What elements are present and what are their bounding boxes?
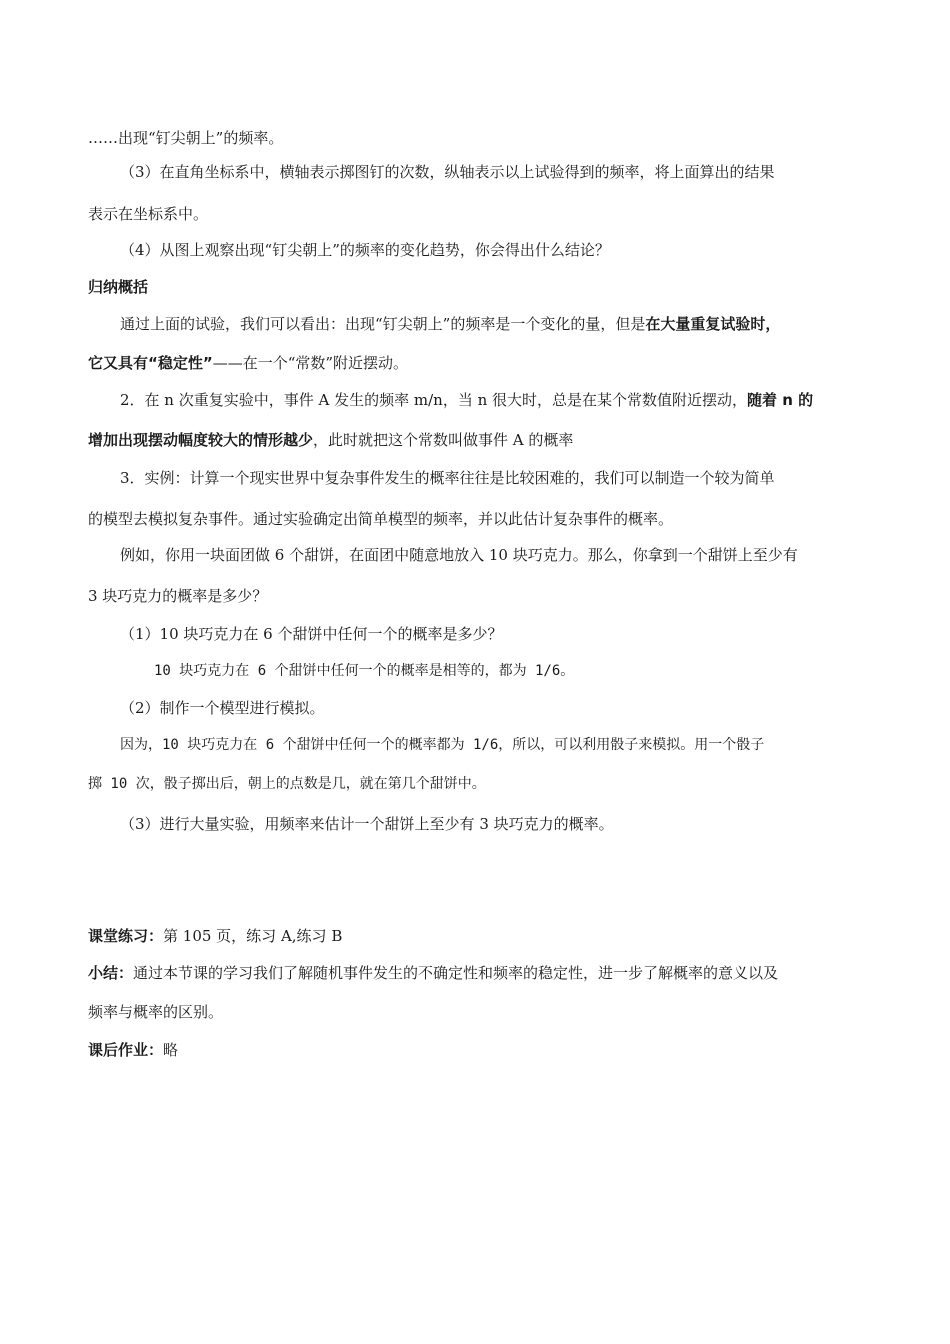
paragraph-stability-continuation — [88, 353, 408, 373]
point-2-line — [120, 390, 813, 410]
example-line: 例如，你用一块面团做 6 个甜饼，在面团中随意地放入 10 块巧克力。那么，你拿到一个甜饼上至少有 — [120, 546, 798, 564]
answer-2-line: 因为，10 块巧克力在 6 个甜饼中任何一个的概率都为 1/6，所以，可以利用骰子来模拟。用一个骰子 — [120, 737, 765, 753]
answer-1-line: 10 块巧克力在 6 个甜饼中任何一个的概率是相等的，都为 1/6。 — [154, 663, 575, 679]
homework-line — [88, 1040, 178, 1060]
paragraph-line: ……出现“钉尖朝上”的频率。 — [88, 129, 284, 147]
section-heading-summary: 归纳概括 — [88, 278, 149, 296]
paragraph-text: 2．在 n 次重复实验中，事件 A 发生的频率 m/n，当 n 很大时，总是在某个常数值附近摆动， — [120, 391, 748, 409]
practice-heading: 课堂练习： — [88, 927, 164, 945]
paragraph-text: ，此时就把这个常数叫做事件 A 的概率 — [313, 431, 574, 449]
point-2-continuation — [88, 430, 573, 450]
practice-line — [88, 926, 342, 946]
step-3-continuation: 表示在坐标系中。 — [88, 205, 209, 223]
point-3-line: 3．实例：计算一个现实世界中复杂事件发生的概率往往是比较困难的，我们可以制造一个较为简单 — [120, 469, 775, 487]
step-4-line: （4）从图上观察出现“钉尖朝上”的频率的变化趋势，你会得出什么结论？ — [120, 241, 610, 259]
summary-line — [88, 963, 778, 983]
paragraph-text: 通过上面的试验，我们可以看出：出现“钉尖朝上”的频率是一个变化的量，但是 — [120, 315, 646, 333]
question-2-line: （2）制作一个模型进行模拟。 — [120, 699, 325, 717]
emphasis-text: 随着 n 的 — [747, 391, 814, 409]
practice-text: 第 105 页，练习 A,练习 B — [163, 927, 343, 945]
step-3-line: （3）在直角坐标系中，横轴表示掷图钉的次数，纵轴表示以上试验得到的频率，将上面算出的结果 — [120, 163, 775, 181]
example-continuation: 3 块巧克力的概率是多少？ — [88, 587, 268, 605]
paragraph-stability — [120, 314, 780, 334]
emphasis-text: 在大量重复试验时， — [645, 315, 781, 333]
summary-continuation: 频率与概率的区别。 — [88, 1003, 224, 1021]
point-3-continuation: 的模型去模拟复杂事件。通过实验确定出简单模型的频率，并以此估计复杂事件的概率。 — [88, 510, 674, 528]
emphasis-text: 增加出现摆动幅度较大的情形越少 — [88, 431, 314, 449]
summary-text: 通过本节课的学习我们了解随机事件发生的不确定性和频率的稳定性，进一步了解概率的意义以及 — [133, 964, 779, 982]
answer-2-continuation: 掷 10 次，骰子掷出后，朝上的点数是几，就在第几个甜饼中。 — [88, 776, 486, 792]
homework-heading: 课后作业： — [88, 1041, 164, 1059]
summary-heading: 小结： — [88, 964, 134, 982]
paragraph-text: ——在一个“常数”附近摆动。 — [212, 354, 409, 372]
homework-text: 略 — [163, 1041, 179, 1059]
emphasis-text: 它又具有“稳定性” — [88, 354, 213, 372]
question-3-line: （3）进行大量实验，用频率来估计一个甜饼上至少有 3 块巧克力的概率。 — [120, 815, 614, 833]
question-1-line: （1）10 块巧克力在 6 个甜饼中任何一个的概率是多少？ — [120, 625, 503, 643]
